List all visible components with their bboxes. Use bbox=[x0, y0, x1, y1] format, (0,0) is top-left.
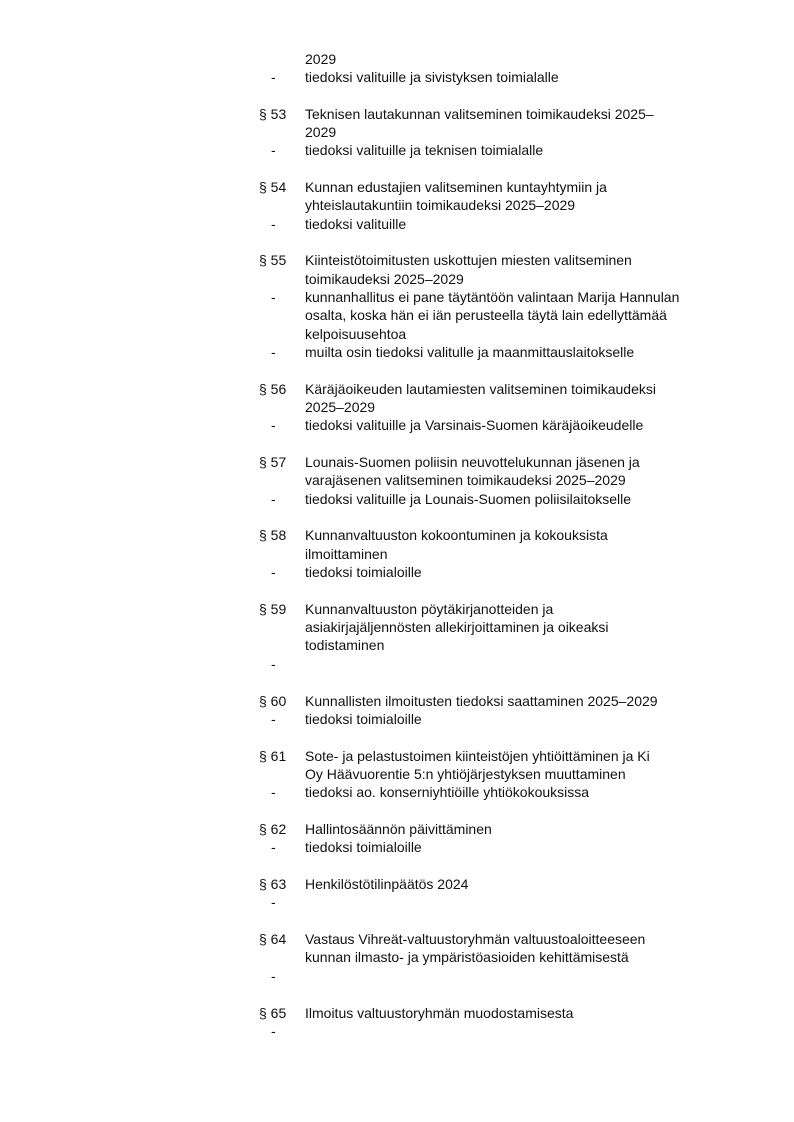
item-title: ilmoittaminen bbox=[305, 545, 388, 562]
title-line bbox=[0, 398, 794, 416]
section-number: § 53 bbox=[259, 105, 287, 122]
item-title: Kunnan edustajien valitseminen kuntayhtymiin ja bbox=[305, 178, 607, 195]
section-spacer bbox=[0, 985, 794, 1004]
bullet-dash: - bbox=[271, 564, 276, 581]
note-text: tiedoksi valituille bbox=[305, 215, 407, 232]
section-number: § 64 bbox=[259, 931, 287, 948]
section-number: § 63 bbox=[259, 876, 287, 893]
bullet-dash: - bbox=[271, 894, 276, 911]
item-title: Käräjäoikeuden lautamiesten valitseminen toimikaudeksi bbox=[305, 380, 656, 397]
title-line bbox=[0, 123, 794, 141]
section-number: § 56 bbox=[259, 380, 287, 397]
title-line bbox=[0, 765, 794, 783]
bullet-dash: - bbox=[271, 839, 276, 856]
note-line bbox=[0, 655, 794, 673]
section-spacer bbox=[0, 233, 794, 252]
bullet-dash: - bbox=[271, 215, 276, 232]
bullet-dash: - bbox=[271, 710, 276, 727]
item-title: yhteislautakuntiin toimikaudeksi 2025–2029 bbox=[305, 197, 576, 214]
agenda-item bbox=[0, 820, 794, 857]
agenda-item bbox=[0, 747, 794, 802]
note-line bbox=[0, 215, 794, 233]
title-line bbox=[0, 930, 794, 948]
agenda-item bbox=[0, 526, 794, 581]
agenda-item bbox=[0, 178, 794, 233]
agenda-item bbox=[0, 50, 794, 87]
note-text: kelpoisuusehtoa bbox=[305, 325, 407, 342]
bullet-dash: - bbox=[271, 142, 276, 159]
item-title: toimikaudeksi 2025–2029 bbox=[305, 270, 464, 287]
agenda-item bbox=[0, 930, 794, 985]
agenda-item bbox=[0, 692, 794, 729]
title-line bbox=[0, 618, 794, 636]
note-line bbox=[0, 1022, 794, 1040]
title-line bbox=[0, 692, 794, 710]
section-spacer bbox=[0, 435, 794, 454]
note-line bbox=[0, 416, 794, 434]
agenda-item bbox=[0, 380, 794, 435]
note-text: tiedoksi toimialoille bbox=[305, 564, 422, 581]
title-line bbox=[0, 380, 794, 398]
bullet-dash: - bbox=[271, 490, 276, 507]
item-title: Sote- ja pelastustoimen kiinteistöjen yhtiöittäminen ja Ki bbox=[305, 747, 650, 764]
section-spacer bbox=[0, 673, 794, 692]
section-spacer bbox=[0, 857, 794, 876]
item-title: Vastaus Vihreät-valtuustoryhmän valtuustoaloitteeseen bbox=[305, 931, 646, 948]
title-line bbox=[0, 600, 794, 618]
section-spacer bbox=[0, 581, 794, 600]
note-text: tiedoksi valituille ja teknisen toimialalle bbox=[305, 142, 544, 159]
title-line bbox=[0, 636, 794, 654]
agenda-item bbox=[0, 453, 794, 508]
bullet-dash: - bbox=[271, 967, 276, 984]
title-line bbox=[0, 747, 794, 765]
item-title: asiakirjajäljennösten allekirjoittaminen ja oikeaksi bbox=[305, 619, 609, 636]
section-number: § 65 bbox=[259, 1004, 287, 1021]
note-line bbox=[0, 141, 794, 159]
section-number: § 57 bbox=[259, 454, 287, 471]
item-title: kunnan ilmasto- ja ympäristöasioiden kehittämisestä bbox=[305, 949, 629, 966]
bullet-dash: - bbox=[271, 343, 276, 360]
title-line bbox=[0, 471, 794, 489]
bullet-dash: - bbox=[271, 417, 276, 434]
section-number: § 61 bbox=[259, 747, 287, 764]
section-number: § 59 bbox=[259, 600, 287, 617]
note-text: tiedoksi valituille ja Lounais-Suomen poliisilaitokselle bbox=[305, 490, 632, 507]
section-number: § 60 bbox=[259, 692, 287, 709]
note-line bbox=[0, 325, 794, 343]
section-spacer bbox=[0, 728, 794, 747]
section-number: § 55 bbox=[259, 252, 287, 269]
section-spacer bbox=[0, 912, 794, 931]
title-line bbox=[0, 251, 794, 269]
title-line bbox=[0, 545, 794, 563]
section-spacer bbox=[0, 361, 794, 380]
item-title: Kunnanvaltuuston kokoontuminen ja kokouksista bbox=[305, 527, 608, 544]
section-spacer bbox=[0, 86, 794, 105]
title-line bbox=[0, 875, 794, 893]
title-line bbox=[0, 105, 794, 123]
note-line bbox=[0, 490, 794, 508]
note-text: kunnanhallitus ei pane täytäntöön valintaan Marija Hannulan bbox=[305, 288, 680, 305]
note-line bbox=[0, 68, 794, 86]
item-title: 2029 bbox=[305, 123, 337, 140]
bullet-dash: - bbox=[271, 68, 276, 85]
section-number: § 62 bbox=[259, 821, 287, 837]
section-spacer bbox=[0, 508, 794, 527]
title-line bbox=[0, 50, 794, 68]
bullet-dash: - bbox=[271, 288, 276, 305]
title-line bbox=[0, 178, 794, 196]
note-line bbox=[0, 710, 794, 728]
note-text: muilta osin tiedoksi valitulle ja maanmittauslaitokselle bbox=[305, 343, 635, 360]
note-line bbox=[0, 838, 794, 856]
note-text: tiedoksi valituille ja sivistyksen toimialalle bbox=[305, 68, 559, 85]
title-line bbox=[0, 270, 794, 288]
title-line bbox=[0, 196, 794, 214]
note-text: tiedoksi ao. konserniyhtiöille yhtiökokouksissa bbox=[305, 784, 590, 801]
agenda-item bbox=[0, 1004, 794, 1041]
note-text: tiedoksi valituille ja Varsinais-Suomen käräjäoikeudelle bbox=[305, 417, 644, 434]
title-line bbox=[0, 1004, 794, 1022]
title-line bbox=[0, 820, 794, 838]
note-line bbox=[0, 967, 794, 985]
decision-list bbox=[0, 50, 794, 1041]
note-line bbox=[0, 783, 794, 801]
agenda-item bbox=[0, 105, 794, 160]
item-title: Hallintosäännön päivittäminen bbox=[305, 821, 492, 837]
note-line bbox=[0, 893, 794, 911]
title-line bbox=[0, 948, 794, 966]
agenda-item bbox=[0, 600, 794, 673]
section-spacer bbox=[0, 159, 794, 178]
item-title: Henkilöstötilinpäätös 2024 bbox=[305, 876, 469, 893]
title-line bbox=[0, 526, 794, 544]
note-line bbox=[0, 288, 794, 306]
title-line bbox=[0, 453, 794, 471]
agenda-item bbox=[0, 251, 794, 361]
item-title: 2025–2029 bbox=[305, 398, 376, 415]
note-line bbox=[0, 343, 794, 361]
bullet-dash: - bbox=[271, 655, 276, 672]
item-title: Oy Häävuorentie 5:n yhtiöjärjestyksen muuttaminen bbox=[305, 765, 626, 782]
item-title: Teknisen lautakunnan valitseminen toimikaudeksi 2025– bbox=[305, 105, 654, 122]
item-title: Kiinteistötoimitusten uskottujen miesten valitseminen bbox=[305, 252, 632, 269]
note-text: tiedoksi toimialoille bbox=[305, 710, 422, 727]
item-title: 2029 bbox=[305, 50, 337, 67]
bullet-dash: - bbox=[271, 784, 276, 801]
note-text: osalta, koska hän ei iän perusteella täytä lain edellyttämää bbox=[305, 307, 667, 324]
bullet-dash: - bbox=[271, 1022, 276, 1039]
item-title: todistaminen bbox=[305, 637, 385, 654]
note-line bbox=[0, 306, 794, 324]
item-title: Lounais-Suomen poliisin neuvottelukunnan jäsenen ja bbox=[305, 454, 640, 471]
item-title: Ilmoitus valtuustoryhmän muodostamisesta bbox=[305, 1004, 574, 1021]
item-title: Kunnallisten ilmoitusten tiedoksi saattaminen 2025–2029 bbox=[305, 692, 658, 709]
section-spacer bbox=[0, 802, 794, 821]
agenda-item bbox=[0, 875, 794, 912]
item-title: Kunnanvaltuuston pöytäkirjanotteiden ja bbox=[305, 600, 554, 617]
section-number: § 58 bbox=[259, 527, 287, 544]
note-line bbox=[0, 563, 794, 581]
section-number: § 54 bbox=[259, 178, 287, 195]
item-title: varajäsenen valitseminen toimikaudeksi 2025–2029 bbox=[305, 472, 626, 489]
note-text: tiedoksi toimialoille bbox=[305, 839, 422, 856]
